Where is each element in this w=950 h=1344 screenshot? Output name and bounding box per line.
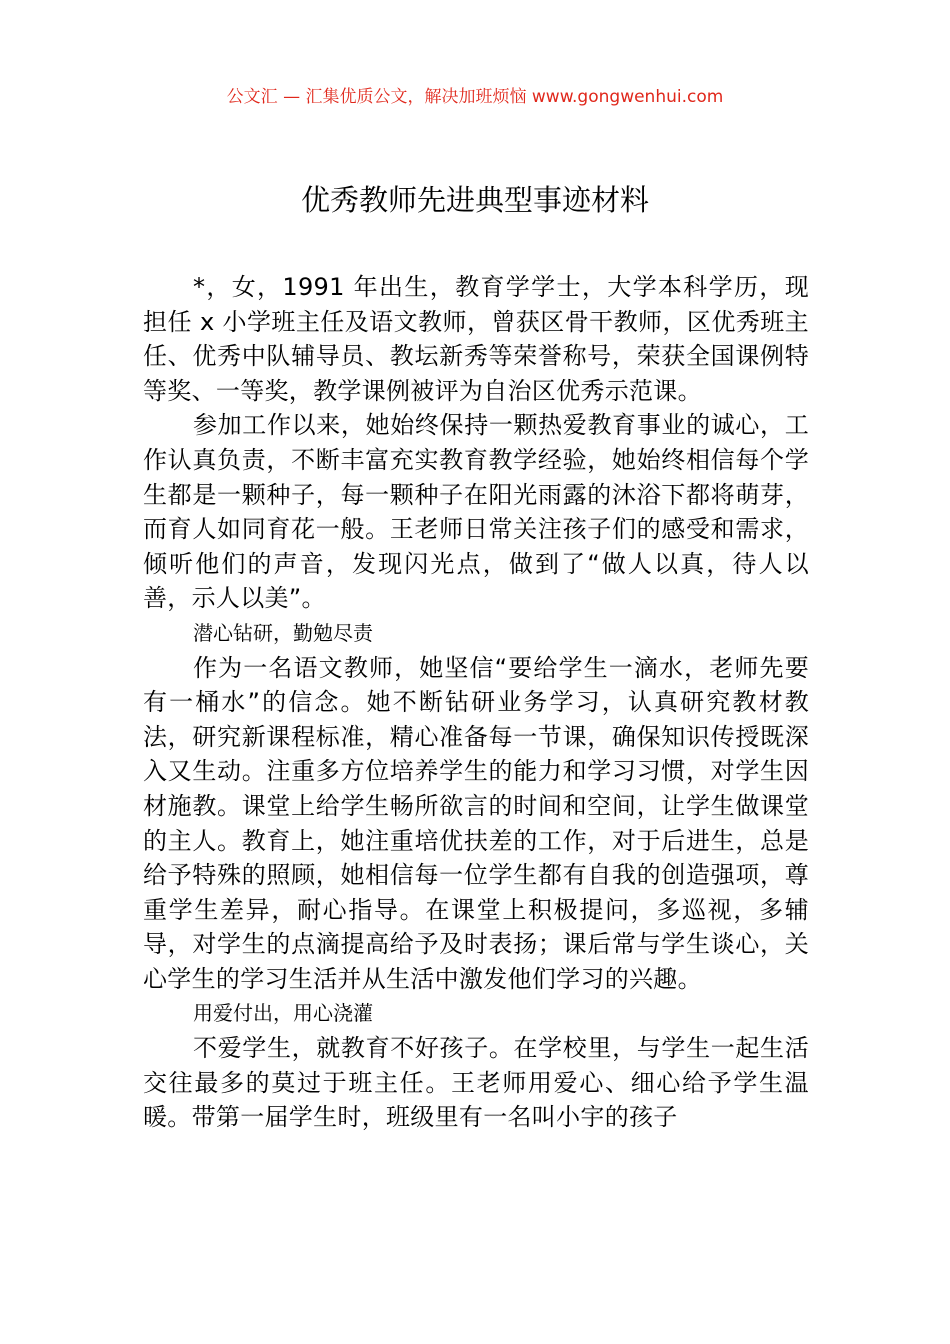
header-banner[interactable]: 公文汇 — 汇集优质公文，解决加班烦恼 www.gongwenhui.com	[226, 87, 724, 107]
section-heading-care: 用爱付出，用心浇灌	[193, 1001, 373, 1026]
paragraph-care: 不爱学生，就教育不好孩子。在学校里，与学生一起生活交往最多的莫过于班主任。王老师用爱心、细心给予学生温暖。带第一届学生时，班级里有一名叫小宇的孩子	[143, 1034, 809, 1132]
paragraph-overview: 参加工作以来，她始终保持一颗热爱教育事业的诚心，工作认真负责，不断丰富充实教育教学经验，她始终相信每个学生都是一颗种子，每一颗种子在阳光雨露的沐浴下都将萌芽，而育人如同育花一般。王老师日常关注孩子们的感受和需求，倾听他们的声音，发现闪光点，做到了“做人以真，待人以善，示人以美”。	[143, 411, 809, 613]
paragraph-study: 作为一名语文教师，她坚信“要给学生一滴水，老师先要有一桶水”的信念。她不断钻研业务学习，认真研究教材教法，研究新课程标准，精心准备每一节课，确保知识传授既深入又生动。注重多方位培养学生的能力和学习习惯，对学生因材施教。课堂上给学生畅所欲言的时间和空间，让学生做课堂的主人。教育上，她注重培优扶差的工作，对于后进生，总是给予特殊的照顾，她相信每一位学生都有自我的创造强项，尊重学生差异，耐心指导。在课堂上积极提问，多巡视，多辅导，对学生的点滴提高给予及时表扬；课后常与学生谈心，关心学生的学习生活并从生活中激发他们学习的兴趣。	[143, 653, 809, 993]
document-title: 优秀教师先进典型事迹材料	[300, 183, 649, 217]
document-body	[143, 270, 809, 1135]
section-heading-study: 潜心钻研，勤勉尽责	[193, 620, 373, 645]
paragraph-intro: *，女，1991 年出生，教育学学士，大学本科学历，现担任 x 小学班主任及语文教师，曾获区骨干教师，区优秀班主任、优秀中队辅导员、教坛新秀等荣誉称号，荣获全国课例特等奖、一等奖，教学课例被评为自治区优秀示范课。	[143, 273, 809, 405]
